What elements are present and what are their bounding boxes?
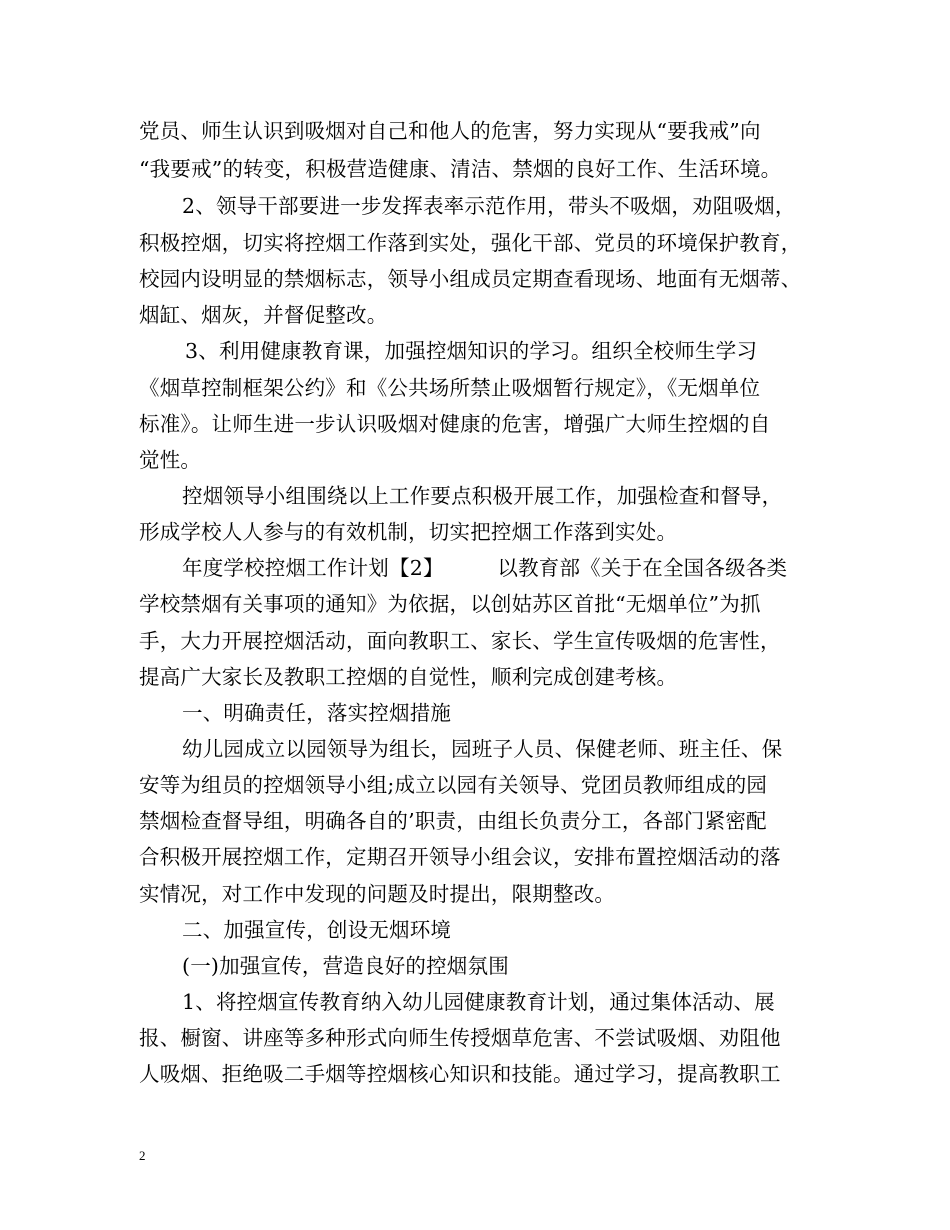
text-line-4: 积极控烟，切实将控烟工作落到实处，强化干部、党员的环境保护教育， <box>139 231 802 255</box>
text-line-11: 控烟领导小组围绕以上工作要点积极开展工作，加强检查和督导， <box>182 484 783 508</box>
text-line-26: 报、橱窗、讲座等多种形式向师生传授烟草危害、不尝试吸烟、劝阻他 <box>139 1026 781 1050</box>
text-line-6: 烟缸、烟灰，并督促整改。 <box>139 303 388 327</box>
text-line-3: 2、领导干部要进一步发挥表率示范作用，带头不吸烟，劝阻吸烟， <box>182 194 796 218</box>
text-line-5: 校园内设明显的禁烟标志，领导小组成员定期查看现场、地面有无烟蒂、 <box>139 267 802 291</box>
text-line-7: 3、利用健康教育课，加强控烟知识的学习。组织全校师生学习 <box>185 339 758 363</box>
text-line-14: 学校禁烟有关事项的通知》为依据，以创姑苏区首批“无烟单位”为抓 <box>139 592 761 616</box>
text-line-8: 《烟草控制框架公约》和《公共场所禁止吸烟暂行规定》，《无烟单位 <box>139 376 761 400</box>
section-heading-1: 一、明确责任，落实控烟措施 <box>182 701 452 725</box>
text-line-27: 人吸烟、拒绝吸二手烟等控烟核心知识和技能。通过学习，提高教职工 <box>139 1062 781 1086</box>
text-line-13: 年度学校控烟工作计划【2】 以教育部《关于在全国各级各类 <box>182 556 788 580</box>
section-heading-2: 二、加强宣传，创设无烟环境 <box>182 918 452 942</box>
text-line-15: 手，大力开展控烟活动，面向教职工、家长、学生宣传吸烟的危害性， <box>139 629 781 653</box>
text-line-1: 党员、师生认识到吸烟对自己和他人的危害，努力实现从“要我戒”向 <box>139 119 761 143</box>
text-line-21: 合积极开展控烟工作，定期召开领导小组会议，安排布置控烟活动的落 <box>139 845 781 869</box>
subsection-heading-1: (一)加强宣传，营造良好的控烟氛围 <box>182 954 509 978</box>
text-line-16: 提高广大家长及教职工控烟的自觉性，顺利完成创建考核。 <box>139 665 678 689</box>
page-number: 2 <box>139 1148 146 1163</box>
text-line-19: 安等为组员的控烟领导小组;成立以园有关领导、党团员教师组成的园 <box>139 773 768 797</box>
text-line-20: 禁烟检查督导组，明确各自的’职责，由组长负责分工，各部门紧密配 <box>139 809 767 833</box>
text-line-12: 形成学校人人参与的有效机制，切实把控烟工作落到实处。 <box>139 520 678 544</box>
text-line-22: 实情况，对工作中发现的问题及时提出，限期整改。 <box>139 882 616 906</box>
text-line-2: “我要戒”的转变，积极营造健康、清洁、禁烟的良好工作、生活环境。 <box>139 157 782 181</box>
text-line-25: 1、将控烟宣传教育纳入幼儿园健康教育计划，通过集体活动、展 <box>182 990 775 1014</box>
text-line-10: 觉性。 <box>139 448 202 472</box>
text-line-18: 幼儿园成立以园领导为组长，园班子人员、保健老师、班主任、保 <box>182 737 783 761</box>
text-line-9: 标准》。让师生进一步认识吸烟对健康的危害，增强广大师生控烟的自 <box>139 412 771 436</box>
